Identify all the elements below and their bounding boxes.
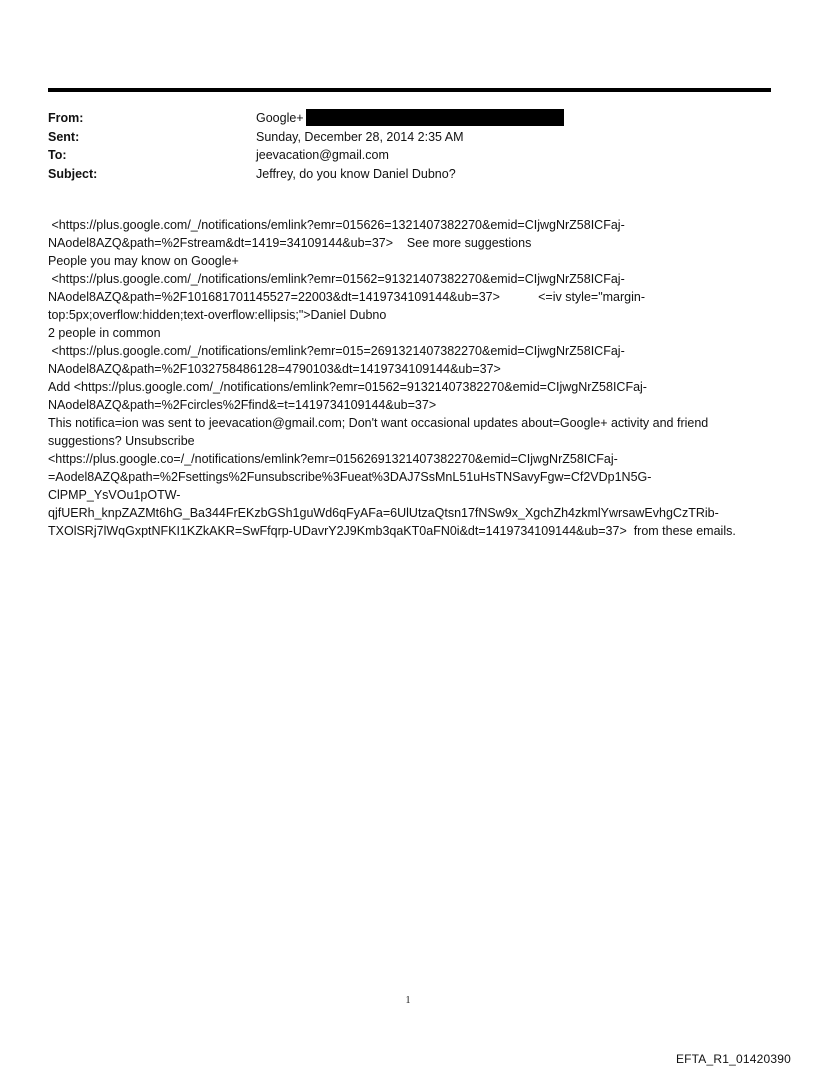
from-label: From: (48, 111, 84, 125)
subject-value: Jeffrey, do you know Daniel Dubno? (256, 166, 456, 181)
email-header (48, 109, 771, 183)
redaction-box (306, 109, 564, 126)
body-line: <https://plus.google.com/_/notifications/emlink?emr=015626=1321407382270&emid=CIjwgNrZ58ICFaj- (48, 218, 625, 232)
to-label: To: (48, 148, 67, 162)
body-line: <https://plus.google.com/_/notifications/emlink?emr=01562=91321407382270&emid=CIjwgNrZ58ICFaj- (48, 272, 625, 286)
body-line: Add <https://plus.google.com/_/notifications/emlink?emr=01562=91321407382270&emid=CIjwgNrZ58ICFaj- (48, 380, 647, 394)
subject-label: Subject: (48, 166, 98, 181)
document-id: EFTA_R1_01420390 (675, 1052, 791, 1066)
to-value: jeevacation@gmail.com (256, 148, 389, 162)
from-value: Google+ (256, 111, 304, 125)
from-row (48, 109, 771, 128)
sent-label: Sent: (48, 129, 80, 144)
sent-row (48, 128, 771, 147)
page-number: 1 (405, 995, 411, 1006)
body-line: <https://plus.google.com/_/notifications/emlink?emr=015=2691321407382270&emid=CIjwgNrZ58ICFaj- (48, 344, 625, 358)
body-line: ClPMP_YsVOu1pOTW- (48, 488, 181, 502)
from-value-wrap (256, 109, 771, 128)
body-line: top:5px;overflow:hidden;text-overflow:ellipsis;">Daniel Dubno (48, 308, 387, 322)
body-line: People you may know on Google+ (48, 254, 239, 268)
body-line: NAodel8AZQ&path=%2F101681701145527=22003&dt=1419734109144&ub=37> <=iv style="margin- (48, 290, 646, 304)
subject-row (48, 165, 771, 184)
body-line: =Aodel8AZQ&path=%2Fsettings%2Funsubscribe%3Fueat%3DAJ7SsMnL51uHsTNSavyFgw=Cf2VDp1N5G- (48, 470, 652, 484)
body-line: 2 people in common (48, 326, 161, 340)
body-line: NAodel8AZQ&path=%2Fstream&dt=1419=34109144&ub=37> See more suggestions (48, 236, 532, 250)
email-body (48, 216, 788, 540)
header-rule (48, 88, 771, 92)
to-row (48, 146, 771, 165)
body-line: TXOlSRj7lWqGxptNFKI1KZkAKR=SwFfqrp-UDavrY2J9Kmb3qaKT0aFN0i&dt=1419734109144&ub=37> from these emails. (48, 524, 736, 538)
body-line: NAodel8AZQ&path=%2F1032758486128=4790103&dt=1419734109144&ub=37> (48, 362, 501, 376)
body-line: NAodel8AZQ&path=%2Fcircles%2Ffind&=t=1419734109144&ub=37> (48, 398, 437, 412)
body-line: suggestions? Unsubscribe (48, 434, 195, 448)
sent-value: Sunday, December 28, 2014 2:35 AM (256, 129, 464, 144)
body-line: qjfUERh_knpZAZMt6hG_Ba344FrEKzbGSh1guWd6qFyAFa=6UlUtzaQtsn17fNSw9x_XgchZh4zkmlYwrsawEvhgCzTRib- (48, 506, 719, 520)
body-line: This notifica=ion was sent to jeevacation@gmail.com; Don't want occasional updates about=Google+ activity and friend (48, 416, 709, 430)
body-line: <https://plus.google.co=/_/notifications/emlink?emr=01562691321407382270&emid=CIjwgNrZ58ICFaj- (48, 452, 618, 466)
